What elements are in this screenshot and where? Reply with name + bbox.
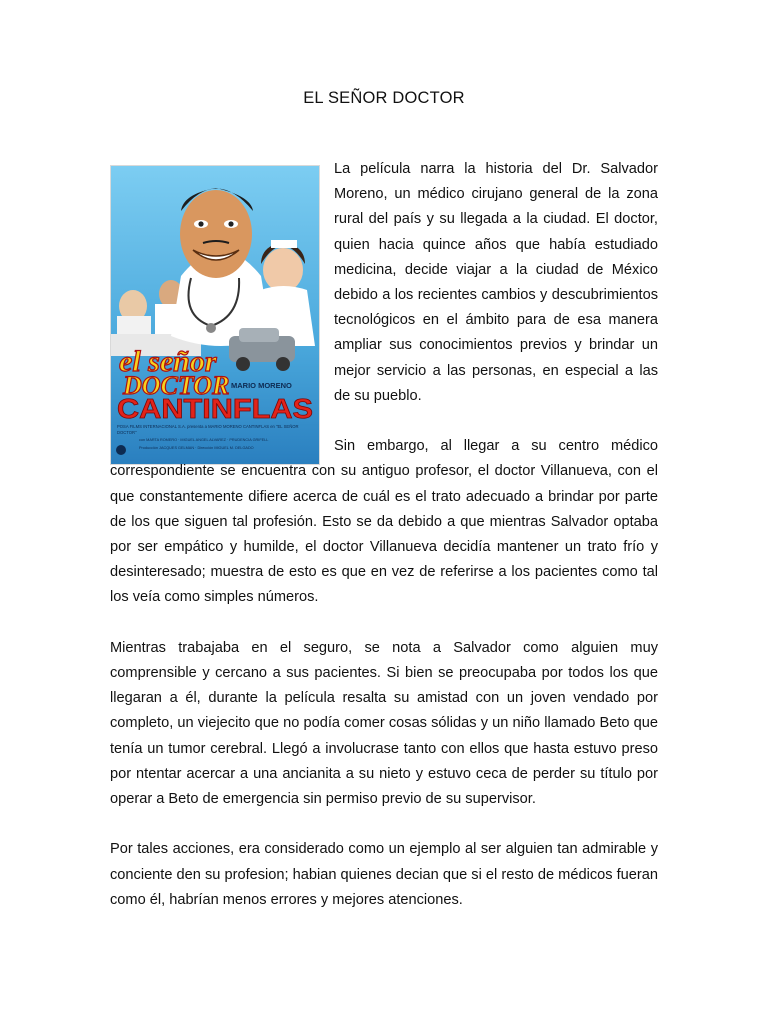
poster-credits-top: POSA FILMS INTERNACIONAL S.A. presenta a MARIO MORENO CANTINFLAS en "EL SEÑOR DOCTOR" — [117, 424, 299, 435]
poster-credits-cast: con MARTA ROMERO · MIGUEL ANGEL ALVAREZ · PRUDENCIA GRIFELL — [139, 438, 269, 442]
poster-star-name: CANTINFLAS — [117, 393, 313, 424]
document-body — [110, 157, 658, 913]
poster-actor-name: MARIO MORENO — [231, 381, 292, 390]
poster-float-spacer — [110, 157, 334, 447]
document-page — [110, 0, 658, 1024]
document-title: EL SEÑOR DOCTOR — [303, 89, 465, 107]
paragraph-patients: Mientras trabajaba en el seguro, se nota a Salvador como alguien muy comprensible y cercano a sus pacientes. Si bien se preocupaba por todos los que llegaran a él, durante la película resalta su amistad con un joven vendado por completo, un viejecito que no podía comer cosas sólidas y un niño llamado Beto que tenía un tumor cerebral. Llegó a involucrase tanto con ellos que hasta estuvo preso por ntentar acercar a una ancianita a su nieto y estuvo ceca de perder su título por operar a Beto de emergencia sin permiso previo de su supervisor. — [110, 639, 658, 808]
poster-title-line1: el señor — [119, 345, 217, 378]
poster-title-line2: DOCTOR — [123, 371, 230, 400]
paragraph-conflict: Sin embargo, al llegar a su centro médico correspondiente se encuentra con su antiguo profesor, el doctor Villanueva, con el que constantemente difiere acerca de cuál es el trato adecuado a brindar por parte de los que siguen tal profesión. Esto se da debido a que mientras Salvador optaba por ser empático y humilde, el doctor Villanueva decidía mantener un trato frío y desinteresado; muestra de esto es que en vez de referirse a los pacientes como tal los veía como simples números. — [110, 438, 658, 606]
paragraph-synopsis: La película narra la historia del Dr. Salvador Moreno, un médico cirujano general de la zona rural del país y su llegada a la ciudad. El doctor, quien hacia quince años que había estudiado medicina, decide viajar a la ciudad de México debido a los recientes cambios y descubrimientos tecnológicos en el ámbito para de esa manera ampliar sus conocimientos previos y brindar un mejor servicio a las personas, en especial a las de su pueblo. — [334, 161, 658, 404]
paragraph-conclusion: Por tales acciones, era considerado como un ejemplo al ser alguien tan admirable y conciente den su profesion; habian quienes decian que si el resto de médicos fueran como él, habrían menos errores y mejores atenciones. — [110, 841, 658, 908]
poster-credits-crew: Producción JACQUES GELMAN · Dirección MIGUEL M. DELGADO — [139, 446, 254, 450]
